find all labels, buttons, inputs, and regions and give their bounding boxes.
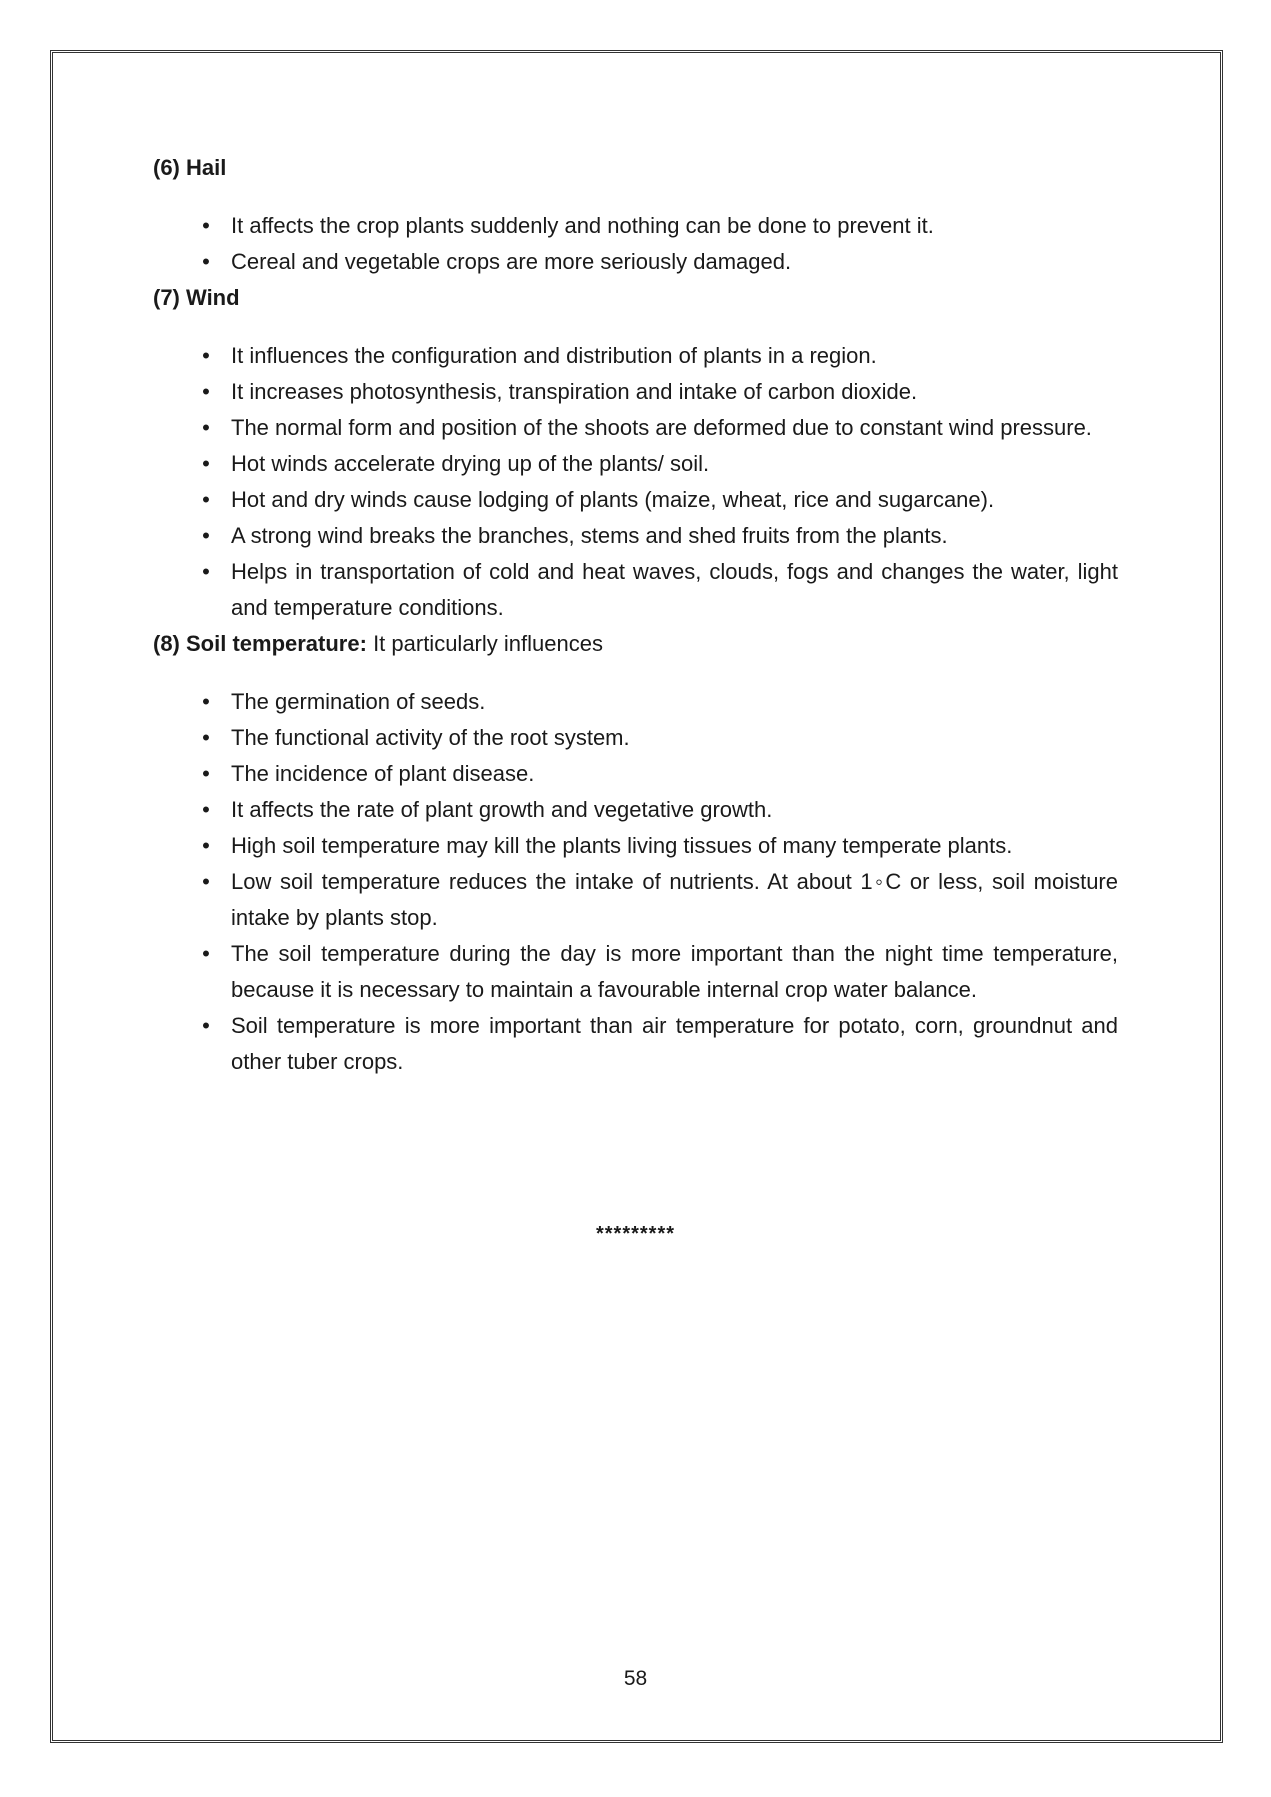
bullet-icon: • (202, 213, 210, 238)
list-item (153, 828, 1118, 864)
bullet-icon: • (202, 451, 210, 476)
bullet-icon: • (202, 249, 210, 274)
list-item (153, 208, 1118, 244)
list-item-text: The normal form and position of the shoots are deformed due to constant wind pressure. (231, 415, 1092, 440)
list-item-text: It influences the configuration and distribution of plants in a region. (231, 343, 877, 368)
list-item (153, 446, 1118, 482)
soil-temperature-list (153, 684, 1118, 1080)
list-item (153, 936, 1118, 1008)
list-item-text: High soil temperature may kill the plants living tissues of many temperate plants. (231, 833, 1013, 858)
bullet-icon: • (202, 689, 210, 714)
section-separator: ********* (595, 1223, 676, 1245)
page-number: 58 (623, 1667, 648, 1690)
list-item (153, 792, 1118, 828)
hail-list (153, 208, 1118, 280)
list-item-text: Hot and dry winds cause lodging of plants (maize, wheat, rice and sugarcane). (231, 487, 995, 512)
bullet-icon: • (202, 559, 210, 584)
bullet-icon: • (202, 523, 210, 548)
bullet-icon: • (202, 869, 210, 894)
list-item (153, 410, 1118, 446)
bullet-icon: • (202, 487, 210, 512)
list-item (153, 518, 1118, 554)
list-item-text: It affects the crop plants suddenly and nothing can be done to prevent it. (231, 213, 934, 238)
page-content (153, 150, 1118, 1080)
bullet-icon: • (202, 343, 210, 368)
list-item-text: It affects the rate of plant growth and vegetative growth. (231, 797, 773, 822)
list-item (153, 244, 1118, 280)
list-item (153, 720, 1118, 756)
list-item-text: The incidence of plant disease. (231, 761, 535, 786)
bullet-icon: • (202, 833, 210, 858)
list-item-text: Low soil temperature reduces the intake of nutrients. At about 1◦C or less, soil moisture intake by plants stop. (231, 869, 1118, 930)
list-item-text: The soil temperature during the day is more important than the night time temperature, because it is necessary to maintain a favourable internal crop water balance. (231, 941, 1118, 1002)
list-item (153, 1008, 1118, 1080)
list-item-text: Hot winds accelerate drying up of the plants/ soil. (231, 451, 710, 476)
section-heading-text: (8) Soil temperature: (153, 631, 367, 656)
list-item-text: Soil temperature is more important than air temperature for potato, corn, groundnut and other tuber crops. (231, 1013, 1118, 1074)
bullet-icon: • (202, 725, 210, 750)
bullet-icon: • (202, 797, 210, 822)
bullet-icon: • (202, 1013, 210, 1038)
bullet-icon: • (202, 379, 210, 404)
section-intro-text: It particularly influences (373, 631, 603, 656)
list-item (153, 374, 1118, 410)
bullet-icon: • (202, 761, 210, 786)
list-item (153, 756, 1118, 792)
wind-list (153, 338, 1118, 626)
list-item (153, 482, 1118, 518)
list-item-text: It increases photosynthesis, transpiration and intake of carbon dioxide. (231, 379, 918, 404)
list-item-text: Helps in transportation of cold and heat waves, clouds, fogs and changes the water, light and temperature conditions. (231, 559, 1118, 620)
section-heading-soil-temperature (153, 626, 1118, 662)
list-item (153, 554, 1118, 626)
section-heading-text: (6) Hail (153, 155, 227, 180)
list-item (153, 684, 1118, 720)
section-heading-wind (153, 280, 1118, 316)
list-item (153, 338, 1118, 374)
list-item-text: The germination of seeds. (231, 689, 486, 714)
list-item-text: A strong wind breaks the branches, stems and shed fruits from the plants. (231, 523, 948, 548)
list-item-text: Cereal and vegetable crops are more seriously damaged. (231, 249, 792, 274)
list-item (153, 864, 1118, 936)
list-item-text: The functional activity of the root system. (231, 725, 630, 750)
section-heading-hail (153, 150, 1118, 186)
section-heading-text: (7) Wind (153, 285, 240, 310)
bullet-icon: • (202, 941, 210, 966)
bullet-icon: • (202, 415, 210, 440)
